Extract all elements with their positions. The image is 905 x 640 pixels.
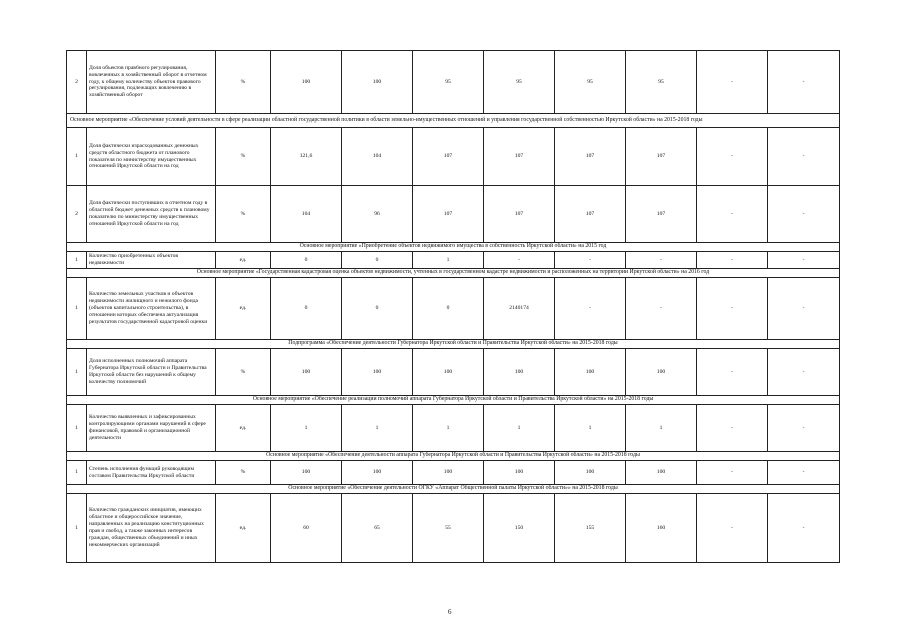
value-cell: 160 — [626, 494, 697, 563]
row-number: 1 — [67, 128, 87, 186]
unit-cell: % — [216, 349, 271, 396]
section-title: Подпрограмма «Обеспечение деятельности Губернатора Иркутской области и Правительства Иркутской области» на 2015-2018 годы — [67, 340, 840, 349]
unit-cell: ед. — [216, 494, 271, 563]
value-cell: 107 — [413, 186, 484, 243]
row-number: 1 — [67, 252, 87, 269]
value-cell: 0 — [271, 252, 342, 269]
unit-cell: % — [216, 186, 271, 243]
indicator-row — [67, 461, 840, 485]
row-number: 1 — [67, 278, 87, 340]
value-cell: 65 — [342, 494, 413, 563]
value-cell: 55 — [413, 494, 484, 563]
value-cell: 0 — [342, 278, 413, 340]
value-cell: - — [768, 461, 840, 485]
value-cell: 104 — [342, 128, 413, 186]
value-cell: 0 — [413, 278, 484, 340]
value-cell: - — [768, 252, 840, 269]
indicator-row — [67, 405, 840, 452]
value-cell: - — [697, 252, 768, 269]
unit-cell: % — [216, 51, 271, 114]
value-cell: - — [768, 51, 840, 114]
value-cell: 155 — [555, 494, 626, 563]
row-number: 2 — [67, 51, 87, 114]
value-cell: 1 — [413, 252, 484, 269]
value-cell: - — [768, 278, 840, 340]
row-number: 1 — [67, 349, 87, 396]
value-cell: 100 — [555, 349, 626, 396]
indicator-row — [67, 51, 840, 114]
value-cell: - — [697, 51, 768, 114]
value-cell: 2140174 — [484, 278, 555, 340]
value-cell: 95 — [626, 51, 697, 114]
value-cell: - — [697, 128, 768, 186]
row-number: 2 — [67, 186, 87, 243]
indicator-row — [67, 186, 840, 243]
value-cell: 104 — [271, 186, 342, 243]
indicator-name: Количество гражданских инициатив, имеющих областное и общероссийское значение, направленных на реализацию конституционных прав и свобод, а также законных интересов граждан, общественных объединений и иных некоммерческих организаций — [87, 494, 216, 563]
value-cell: 100 — [413, 461, 484, 485]
value-cell: 100 — [484, 349, 555, 396]
unit-cell: % — [216, 461, 271, 485]
value-cell: - — [768, 186, 840, 243]
value-cell: - — [626, 278, 697, 340]
unit-cell: ед. — [216, 405, 271, 452]
value-cell: 107 — [484, 186, 555, 243]
value-cell: - — [555, 252, 626, 269]
value-cell: - — [768, 405, 840, 452]
value-cell: 100 — [342, 51, 413, 114]
value-cell: 1 — [271, 405, 342, 452]
value-cell: - — [555, 278, 626, 340]
indicator-name: Доля фактически поступивших в отчетном году в областной бюджет денежных средств к плановому показателю по министерству имущественных отношений Иркутской области на год — [87, 186, 216, 243]
row-number: 1 — [67, 405, 87, 452]
value-cell: 1 — [342, 405, 413, 452]
section-row — [67, 243, 840, 252]
indicator-name: Доля фактически израсходованных денежных средств областного бюджета от планового показателя по министерству имущественных отношений Иркутской области на год — [87, 128, 216, 186]
value-cell: 1 — [413, 405, 484, 452]
value-cell: 100 — [271, 461, 342, 485]
unit-cell: ед. — [216, 252, 271, 269]
row-number: 1 — [67, 494, 87, 563]
value-cell: - — [768, 349, 840, 396]
indicator-row — [67, 252, 840, 269]
value-cell: 95 — [484, 51, 555, 114]
value-cell: 107 — [626, 186, 697, 243]
value-cell: 100 — [342, 461, 413, 485]
value-cell: - — [768, 494, 840, 563]
indicator-name: Количество земельных участков и объектов недвижимости жилищного и нежилого фонда (объектов капитального строительства), в отношении которых обеспечена актуализация результатов государственной кадастровой оценки — [87, 278, 216, 340]
indicator-name: Количество выявленных и зафиксированных контролирующими органами нарушений в сфере финансовой, правовой и организационной деятельности — [87, 405, 216, 452]
value-cell: - — [697, 186, 768, 243]
value-cell: 1 — [555, 405, 626, 452]
value-cell: 100 — [413, 349, 484, 396]
section-title: Основное мероприятие «Обеспечение условий деятельности в сфере реализации областной государственной политики в области земельно-имущественных отношений и управления государственной собственностью Иркутской области» на 2015-2018 годы — [67, 114, 840, 128]
value-cell: 95 — [413, 51, 484, 114]
value-cell: 150 — [484, 494, 555, 563]
value-cell: 107 — [555, 128, 626, 186]
value-cell: 0 — [342, 252, 413, 269]
value-cell: 107 — [484, 128, 555, 186]
value-cell: 95 — [555, 51, 626, 114]
value-cell: 1 — [626, 405, 697, 452]
value-cell: - — [697, 278, 768, 340]
section-title: Основное мероприятие «Обеспечение деятельности аппарата Губернатора Иркутской области и Правительства Иркутской области» на 2015-2018 годы — [67, 452, 840, 461]
value-cell: 107 — [413, 128, 484, 186]
section-row — [67, 269, 840, 278]
value-cell: 100 — [342, 349, 413, 396]
indicator-name: Доля исполненных полномочий аппарата Губернатора Иркутской области и Правительства Иркутской области без нарушений к общему количеству полномочий — [87, 349, 216, 396]
section-row — [67, 452, 840, 461]
value-cell: 60 — [271, 494, 342, 563]
section-title: Основное мероприятие «Приобретение объектов недвижимого имущества в собственность Иркутской области» на 2015 год — [67, 243, 840, 252]
section-title: Основное мероприятие «Государственная кадастровая оценка объектов недвижимости, учтенных в государственном кадастре недвижимости и расположенных на территории Иркутской области» на 2016 год — [67, 269, 840, 278]
value-cell: - — [697, 461, 768, 485]
value-cell: 100 — [555, 461, 626, 485]
value-cell: 100 — [626, 349, 697, 396]
value-cell: 0 — [271, 278, 342, 340]
value-cell: 96 — [342, 186, 413, 243]
row-number: 1 — [67, 461, 87, 485]
section-row — [67, 485, 840, 494]
value-cell: - — [626, 252, 697, 269]
section-row — [67, 114, 840, 128]
value-cell: 107 — [626, 128, 697, 186]
value-cell: 100 — [271, 51, 342, 114]
indicator-row — [67, 128, 840, 186]
indicator-name: Количество приобретенных объектов недвижимости — [87, 252, 216, 269]
unit-cell: % — [216, 128, 271, 186]
value-cell: 1 — [484, 405, 555, 452]
indicator-name: Доля объектов прав6ного регулирования, вовлеченных в хозяйственный оборот в отчетном году, к общему количеству объектов правового регулирования, подлежащих вовлечению в хозяйственный оборот — [87, 51, 216, 114]
section-row — [67, 340, 840, 349]
value-cell: 100 — [271, 349, 342, 396]
section-title: Основное мероприятие «Обеспечение деятельности ОГКУ «Аппарат Общественной палаты Иркутской области»» на 2015-2018 годы — [67, 485, 840, 494]
value-cell: - — [768, 128, 840, 186]
indicators-table — [66, 50, 840, 563]
value-cell: 100 — [626, 461, 697, 485]
section-title: Основное мероприятие «Обеспечение реализации полномочий аппарата Губернатора Иркутской области и Правительства Иркутской области» на 2015-2018 годы — [67, 396, 840, 405]
indicator-row — [67, 278, 840, 340]
unit-cell: ед. — [216, 278, 271, 340]
value-cell: - — [697, 405, 768, 452]
section-row — [67, 396, 840, 405]
indicator-row — [67, 349, 840, 396]
page-number: 6 — [448, 608, 452, 616]
value-cell: - — [697, 349, 768, 396]
indicator-row — [67, 494, 840, 563]
value-cell: 121,6 — [271, 128, 342, 186]
value-cell: - — [484, 252, 555, 269]
value-cell: 107 — [555, 186, 626, 243]
value-cell: 100 — [484, 461, 555, 485]
indicator-name: Степень исполнения функций руководящим составом Правительства Иркутской области — [87, 461, 216, 485]
value-cell: - — [697, 494, 768, 563]
